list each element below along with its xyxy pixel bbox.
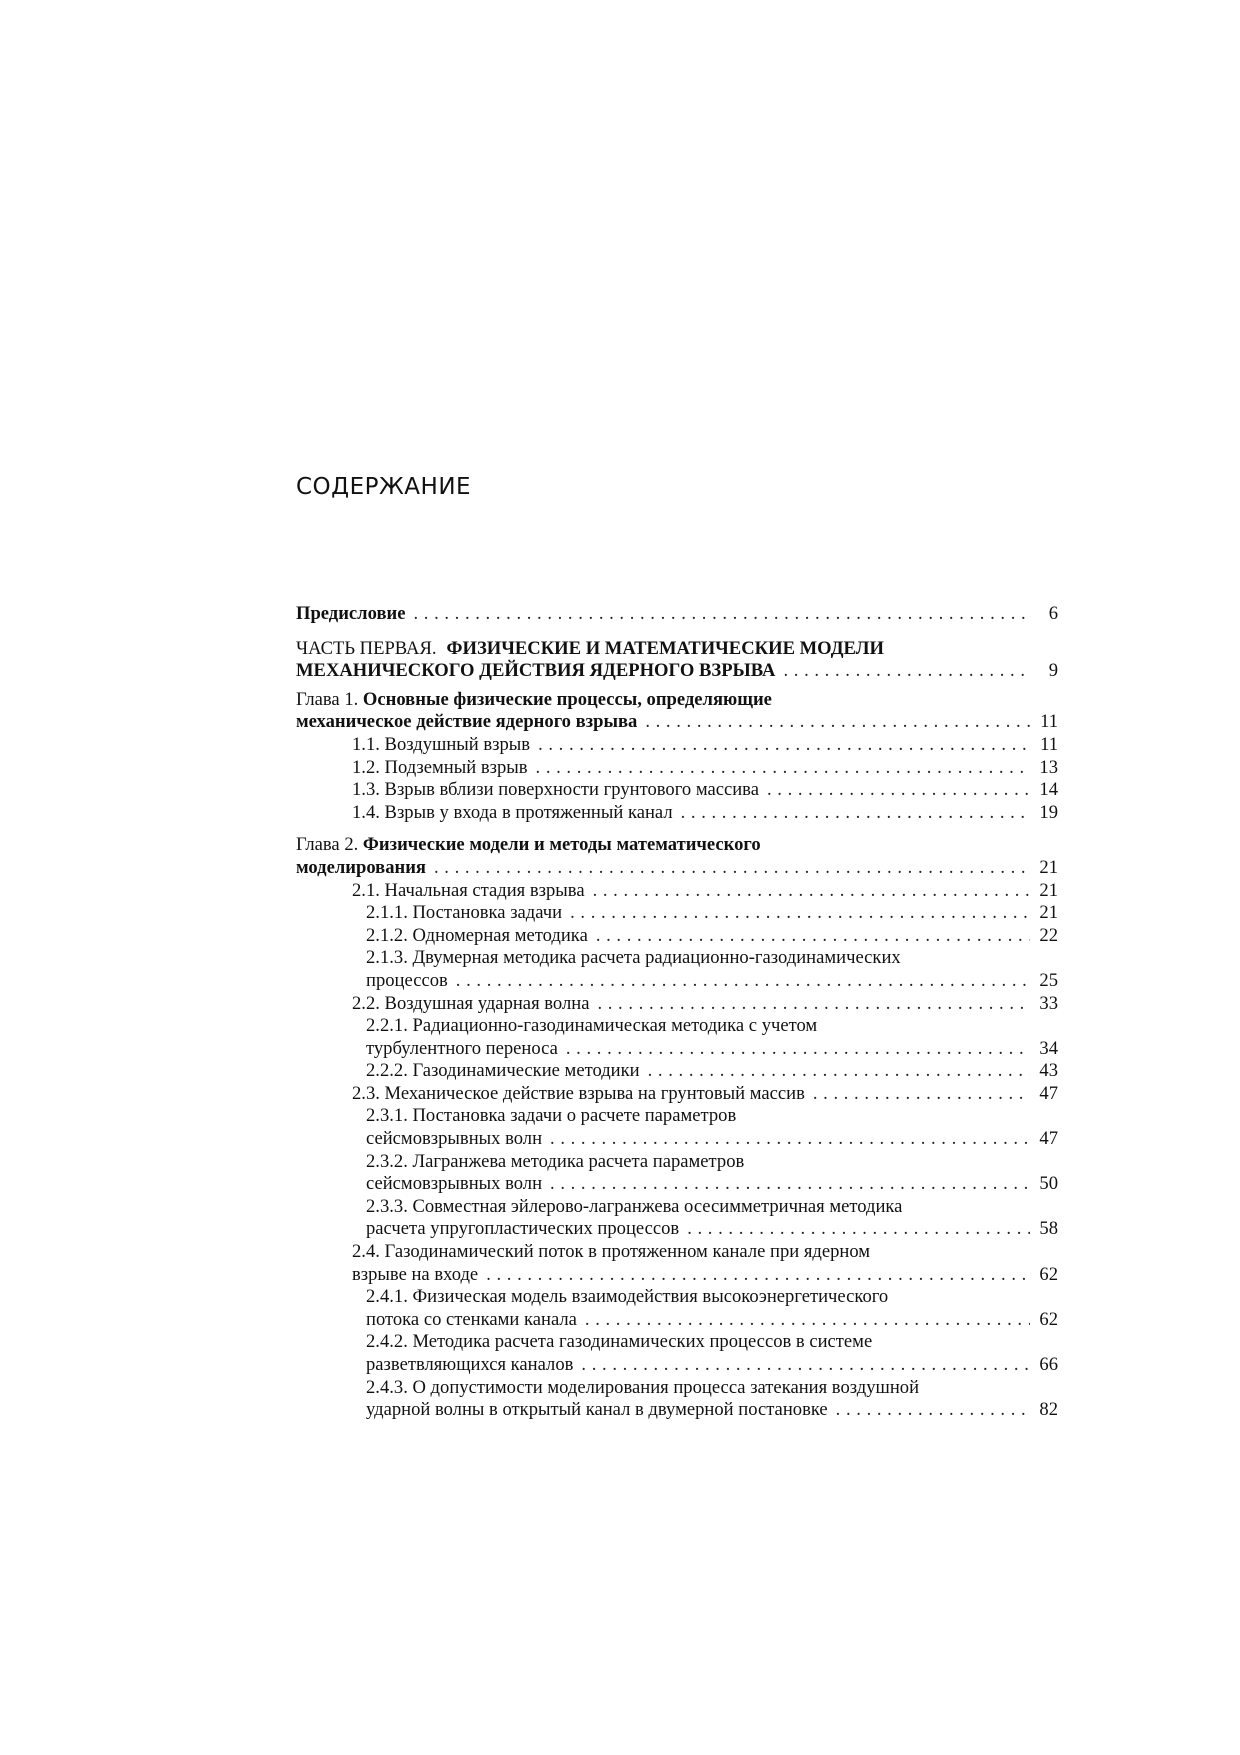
toc-entry-label: 1.1. Воздушный взрыв: [352, 733, 531, 755]
dot-leader: [486, 1264, 1030, 1287]
dot-leader: [566, 1038, 1030, 1061]
toc-entry-2-3[interactable]: [296, 1083, 1058, 1106]
dot-leader: [456, 970, 1030, 993]
toc-page-number: 82: [1039, 1399, 1058, 1421]
dot-leader: [645, 711, 1030, 734]
toc-entry-label: 1.3. Взрыв вблизи поверхности грунтового массива: [352, 779, 759, 801]
dot-leader: [550, 1128, 1030, 1151]
toc-page-number: 62: [1039, 1308, 1058, 1330]
toc-entry-1-1[interactable]: [296, 734, 1058, 757]
toc-entry-2-4-2[interactable]: [296, 1331, 1058, 1376]
toc-entry-line2: ударной волны в открытый канал в двумерной постановке: [366, 1399, 828, 1421]
toc-entry-2-2-2[interactable]: [296, 1060, 1058, 1083]
dot-leader: [434, 857, 1030, 880]
toc-page-number: 11: [1040, 733, 1058, 755]
toc-page-number: 21: [1039, 879, 1058, 901]
toc-page-number: 47: [1039, 1128, 1058, 1150]
toc-entry-line1: 2.4. Газодинамический поток в протяженном канале при ядерном: [352, 1241, 871, 1263]
toc-page-number: 58: [1039, 1218, 1058, 1240]
toc-entry-1-2[interactable]: [296, 757, 1058, 780]
toc-entry-label: 2.1.1. Постановка задачи: [366, 902, 563, 924]
dot-leader: [585, 1309, 1030, 1332]
toc-entry-2-4-3[interactable]: [296, 1377, 1058, 1422]
toc-page-number: 62: [1039, 1263, 1058, 1285]
toc-entry-line1: 2.3.1. Постановка задачи о расчете параметров: [366, 1105, 737, 1127]
dot-leader: [550, 1173, 1030, 1196]
toc-page-number: 19: [1039, 801, 1058, 823]
dot-leader: [413, 603, 1030, 626]
toc-entry-line1: 2.4.1. Физическая модель взаимодействия высокоэнергетического: [366, 1286, 889, 1308]
page-title: СОДЕРЖАНИЕ: [296, 474, 472, 500]
dot-leader: [536, 757, 1030, 780]
toc-entry-label: 1.2. Подземный взрыв: [352, 756, 528, 778]
toc-entry-label: 2.2. Воздушная ударная волна: [352, 992, 590, 1014]
toc-entry-chapter2[interactable]: [296, 834, 1058, 879]
toc-page-number: 50: [1039, 1173, 1058, 1195]
toc-entry-line2: взрыве на входе: [352, 1263, 479, 1285]
toc-entry-chapter1[interactable]: [296, 689, 1058, 734]
toc-page-number: 21: [1039, 902, 1058, 924]
dot-leader: [596, 925, 1030, 948]
toc-entry-2-1-1[interactable]: [296, 902, 1058, 925]
toc-entry-2-1-2[interactable]: [296, 925, 1058, 948]
toc-page-number: 33: [1039, 992, 1058, 1014]
toc-entry-line1: 2.2.1. Радиационно-газодинамическая методика с учетом: [366, 1015, 818, 1037]
toc-page-number: 43: [1039, 1060, 1058, 1082]
chapter-title-line1: Физические модели и методы математического: [362, 834, 761, 856]
dot-leader: [581, 1354, 1030, 1377]
toc-entry-line2: сейсмовзрывных волн: [366, 1128, 543, 1150]
dot-leader: [648, 1060, 1030, 1083]
toc-entry-1-3[interactable]: [296, 779, 1058, 802]
toc-entry-2-2[interactable]: [296, 993, 1058, 1016]
toc-entry-label: 2.1.2. Одномерная методика: [366, 924, 588, 946]
dot-leader: [836, 1399, 1030, 1422]
chapter-label: Глава 1.: [296, 688, 359, 710]
toc-page-number: 47: [1039, 1082, 1058, 1104]
dot-leader: [681, 802, 1030, 825]
toc-entry-line1: 2.3.3. Совместная эйлерово-лагранжева осесимметричная методика: [366, 1195, 903, 1217]
toc-entry-2-1-3[interactable]: [296, 947, 1058, 992]
dot-leader: [538, 734, 1030, 757]
chapter-title-line2: механическое действие ядерного взрыва: [296, 711, 638, 733]
dot-leader: [783, 660, 1030, 683]
toc-entry-line2: турбулентного переноса: [366, 1037, 558, 1059]
toc-page-number: 14: [1039, 779, 1058, 801]
dot-leader: [570, 902, 1030, 925]
chapter-title-line2: моделирования: [296, 856, 426, 878]
toc-entry-line1: 2.1.3. Двумерная методика расчета радиационно-газодинамических: [366, 947, 901, 969]
toc-page-number: 6: [1048, 603, 1058, 624]
toc-entry-label: Предисловие: [296, 603, 406, 624]
dot-leader: [597, 993, 1030, 1016]
toc-entry-line2: сейсмовзрывных волн: [366, 1173, 543, 1195]
chapter-title-line1: Основные физические процессы, определяющие: [362, 688, 772, 710]
toc-entry-part1[interactable]: [296, 638, 1058, 683]
toc-entry-line2: расчета упругопластических процессов: [366, 1218, 680, 1240]
toc-entry-line2: процессов: [366, 969, 448, 991]
dot-leader: [813, 1083, 1030, 1106]
toc-page-number: 13: [1039, 756, 1058, 778]
chapter-label: Глава 2.: [296, 834, 359, 856]
toc-page-number: 11: [1040, 711, 1058, 733]
dot-leader: [767, 779, 1030, 802]
toc-entry-line1: 2.3.2. Лагранжева методика расчета параметров: [366, 1150, 745, 1172]
toc-entry-2-2-1[interactable]: [296, 1015, 1058, 1060]
toc-page-number: 34: [1039, 1037, 1058, 1059]
toc-entry-1-4[interactable]: [296, 802, 1058, 825]
toc-entry-2-4-1[interactable]: [296, 1286, 1058, 1331]
part-title-line2: МЕХАНИЧЕСКОГО ДЕЙСТВИЯ ЯДЕРНОГО ВЗРЫВА: [296, 660, 776, 682]
toc-page-number: 66: [1039, 1354, 1058, 1375]
part-title-line1: ФИЗИЧЕСКИЕ И МАТЕМАТИЧЕСКИЕ МОДЕЛИ: [446, 637, 884, 659]
toc-page-number: 21: [1039, 856, 1058, 878]
toc-entry-label: 2.3. Механическое действие взрыва на грунтовый массив: [352, 1082, 805, 1104]
toc-entry-line2: разветвляющихся каналов: [366, 1354, 574, 1375]
dot-leader: [593, 880, 1030, 903]
toc-entry-2-3-1[interactable]: [296, 1105, 1058, 1150]
toc-entry-line1: 2.4.2. Методика расчета газодинамических процессов в системе: [366, 1331, 873, 1353]
toc-page-number: 25: [1039, 969, 1058, 991]
toc-page-number: 22: [1039, 924, 1058, 946]
toc-entry-2-3-2[interactable]: [296, 1151, 1058, 1196]
toc-entry-label: 2.2.2. Газодинамические методики: [366, 1060, 640, 1082]
part-label: ЧАСТЬ ПЕРВАЯ.: [296, 637, 437, 659]
toc-entry-line2: потока со стенками канала: [366, 1308, 577, 1330]
toc-entry-2-4[interactable]: [296, 1241, 1058, 1286]
table-of-contents: [296, 603, 1058, 1422]
toc-entry-2-1[interactable]: [296, 880, 1058, 903]
toc-entry-line1: 2.4.3. О допустимости моделирования процесса затекания воздушной: [366, 1376, 920, 1398]
toc-entry-2-3-3[interactable]: [296, 1196, 1058, 1241]
toc-entry-label: 2.1. Начальная стадия взрыва: [352, 879, 585, 901]
toc-entry-label: 1.4. Взрыв у входа в протяженный канал: [352, 801, 673, 823]
dot-leader: [687, 1218, 1030, 1241]
toc-page-number: 9: [1048, 660, 1058, 682]
toc-entry-preface[interactable]: [296, 603, 1058, 626]
